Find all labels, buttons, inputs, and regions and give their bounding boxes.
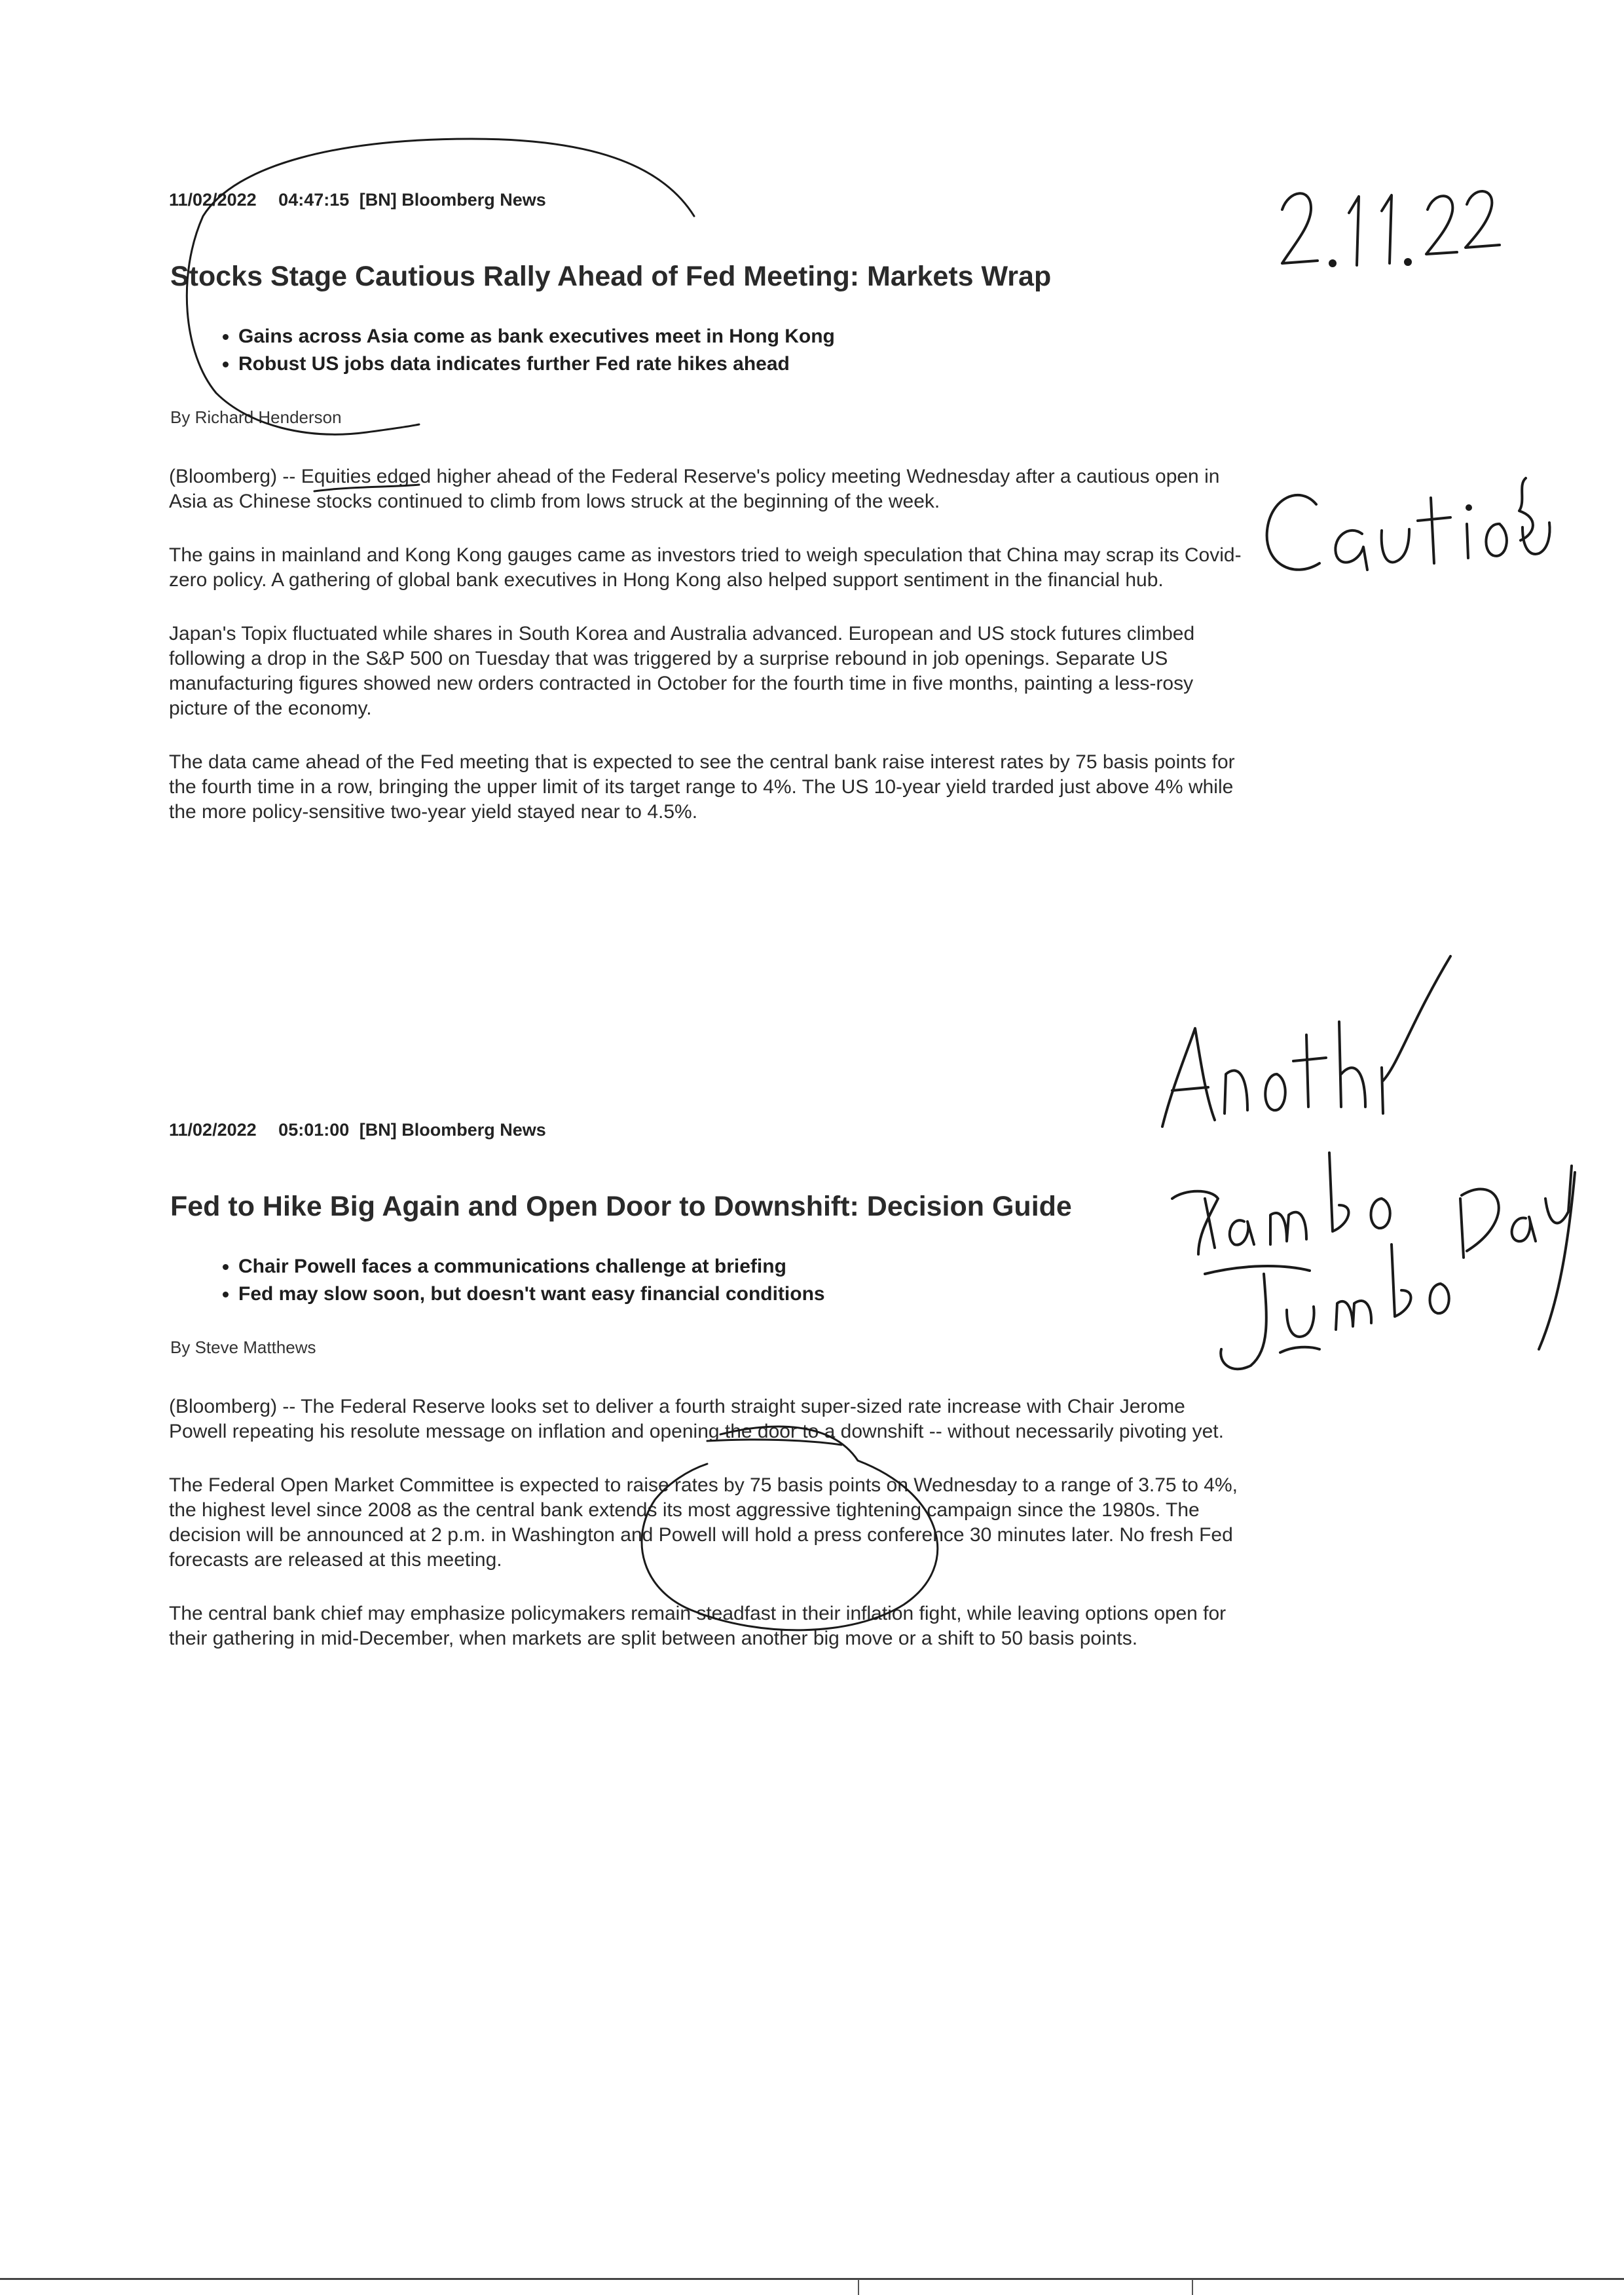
paragraph: The central bank chief may emphasize policymakers remain steadfast in their inflation fight, while leaving options open for their gathering in mid-December, when markets are split between another big move or a shift to 50 basis points. [169,1602,1227,1649]
bullet-item: • Gains across Asia come as bank executives meet in Hong Kong [238,323,1243,350]
scan-edge [0,2278,1624,2280]
paragraph: The data came ahead of the Fed meeting that is expected to see the central bank raise interest rates by 75 basis points for the fourth time in a row, bringing the upper limit of its target range to 4%. The US 10-year yield trarded just above 4% while the more policy-sensitive two-year yield stayed near to 4.5%. [169,751,1235,823]
article-headline: Stocks Stage Cautious Rally Ahead of Fed Meeting: Markets Wrap [170,261,1052,292]
article-2 [169,1120,1243,1680]
article-date: 11/02/2022 [169,190,257,210]
byline: By Richard Henderson [170,407,342,427]
handwritten-word [1267,478,1550,570]
handwritten-date [1282,191,1500,266]
summary-bullets [169,323,1243,378]
paragraph: (Bloomberg) -- The Federal Reserve looks set to deliver a fourth straight super-sized rate increase with Chair Jerome Powell repeating his resolute message on inflation and opening the door to a downshift -- without necessarily pivoting yet. [169,1395,1224,1442]
handwritten-phrase [1205,1166,1575,1369]
article-1 [169,190,1243,853]
article-headline: Fed to Hike Big Again and Open Door to Downshift: Decision Guide [170,1191,1072,1222]
scan-tick [858,2279,859,2295]
article-time: 05:01:00 [278,1120,350,1140]
paragraph: Japan's Topix fluctuated while shares in South Korea and Australia advanced. European and US stock futures climbed following a drop in the S&P 500 on Tuesday that was triggered by a surprise rebound in job openings. Separate US manufacturing figures showed new orders contracted in October for the fourth time in five months, painting a less-rosy picture of the economy. [169,622,1195,719]
article-source: [BN] Bloomberg News [359,1120,546,1140]
summary-bullets [169,1253,1243,1308]
bullet-item: • Chair Powell faces a communications challenge at briefing [238,1253,1243,1280]
article-date: 11/02/2022 [169,1120,257,1140]
paragraph: The Federal Open Market Committee is expected to raise rates by 75 basis points on Wednesday to a range of 3.75 to 4%, the highest level since 2008 as the central bank extends its most aggressive tightening campaign since the 1980s. The decision will be announced at 2 p.m. in Washington and Powell will hold a press conference 30 minutes later. No fresh Fed forecasts are released at this meeting. [169,1474,1238,1571]
paragraph: The gains in mainland and Kong Kong gauges came as investors tried to weigh speculation that China may scrap its Covid-zero policy. A gathering of global bank executives in Hong Kong also helped support sentiment in the financial hub. [169,544,1242,591]
article-source: [BN] Bloomberg News [359,190,546,210]
bullet-item: • Fed may slow soon, but doesn't want easy financial conditions [238,1280,1243,1308]
scan-tick [1192,2279,1193,2295]
paragraph: (Bloomberg) -- Equities edged higher ahead of the Federal Reserve's policy meeting Wednesday after a cautious open in Asia as Chinese stocks continued to climb from lows struck at the beginning of the week. [169,465,1220,512]
article-meta [169,1120,1243,1146]
article-meta [169,190,1243,216]
byline: By Steve Matthews [170,1337,316,1357]
bullet-item: • Robust US jobs data indicates further Fed rate hikes ahead [238,350,1243,378]
article-time: 04:47:15 [278,190,350,210]
handwritten-phrase [1162,956,1450,1127]
